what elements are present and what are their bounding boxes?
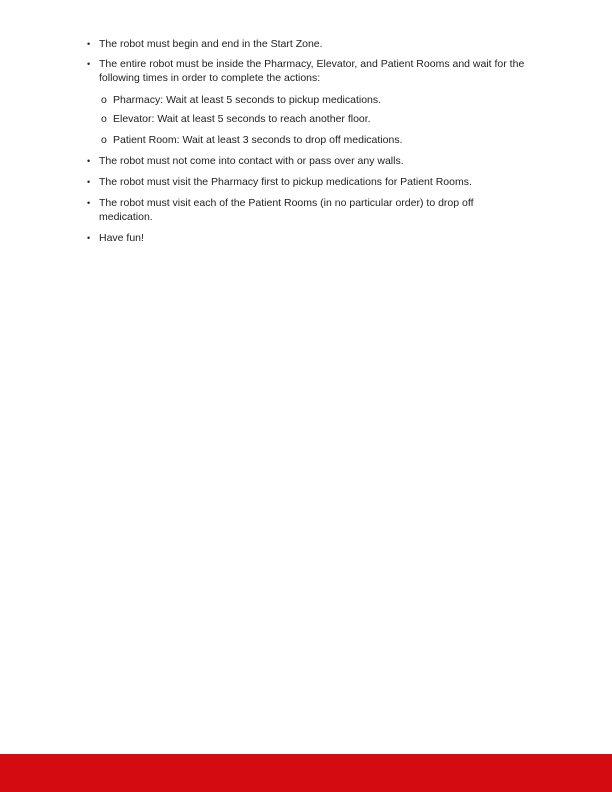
- sub-bullet-glyph: o: [101, 94, 107, 106]
- rule-text: The robot must visit the Pharmacy first to pickup medications for Patient Rooms.: [99, 176, 472, 188]
- bullet-glyph: •: [87, 39, 91, 49]
- bullet-glyph: •: [87, 233, 91, 243]
- footer-band: [0, 754, 612, 792]
- rule-text: Have fun!: [99, 232, 144, 244]
- bullet-glyph: •: [87, 156, 91, 166]
- sub-rule-text: Pharmacy: Wait at least 5 seconds to pickup medications.: [113, 94, 382, 106]
- rule-text: The robot must not come into contact with or pass over any walls.: [99, 155, 404, 167]
- rule-text: The entire robot must be inside the Pharmacy, Elevator, and Patient Rooms and wait for the following times in order to complete the actions:: [99, 58, 525, 84]
- rule-text: The robot must begin and end in the Start Zone.: [99, 38, 323, 50]
- sub-bullet-glyph: o: [101, 134, 107, 146]
- rule-text: The robot must visit each of the Patient Rooms (in no particular order) to drop off medication.: [99, 197, 474, 223]
- sub-rule-text: Patient Room: Wait at least 3 seconds to drop off medications.: [113, 134, 403, 146]
- bullet-glyph: •: [87, 59, 91, 69]
- bullet-glyph: •: [87, 198, 91, 208]
- sub-rule-text: Elevator: Wait at least 5 seconds to reach another floor.: [113, 113, 371, 125]
- bullet-glyph: •: [87, 177, 91, 187]
- sub-bullet-glyph: o: [101, 113, 107, 125]
